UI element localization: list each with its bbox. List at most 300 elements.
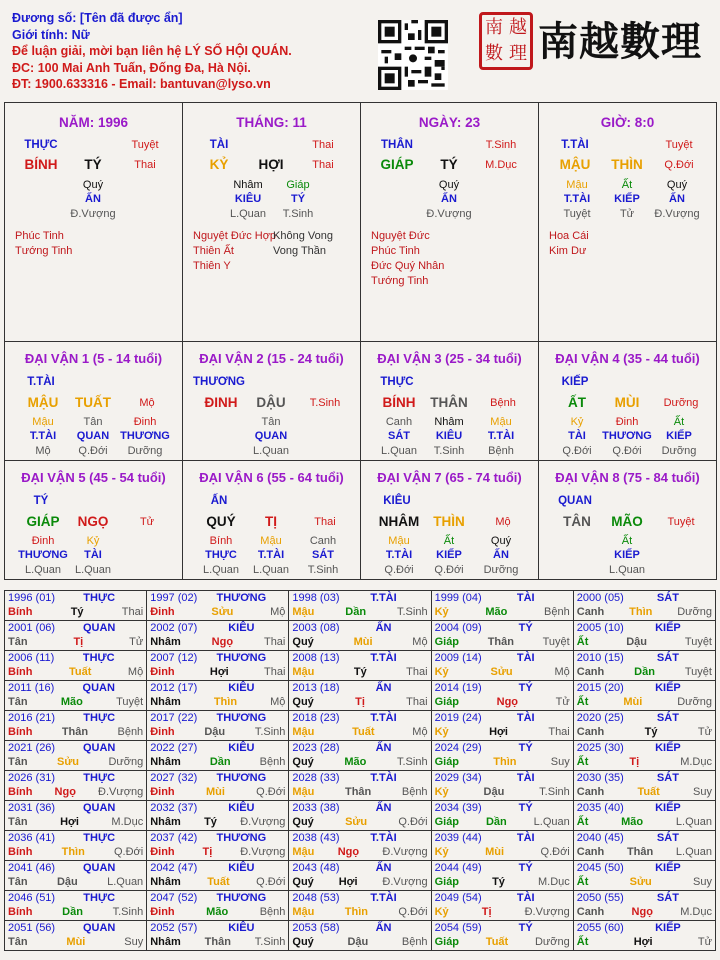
year-row [5, 621, 716, 651]
hidden-god: ẤN [85, 193, 101, 205]
year-label: 2030 (35) [576, 772, 624, 784]
year-rel: Mộ [270, 696, 286, 708]
year-branch: Tý [70, 606, 84, 618]
year-line2 [577, 815, 712, 829]
dv-hidden-god: ẤN [493, 549, 509, 561]
year-cell [431, 651, 573, 681]
year-god: KIẾP [655, 622, 681, 634]
hidden-stem: Quý [438, 179, 460, 191]
year-cell [289, 681, 431, 711]
contact-line: Để luận giải, mời bạn liên hệ LÝ SỐ HỘI QUÁN. [12, 44, 292, 58]
year-branch: Mùi [66, 936, 86, 948]
year-label: 2009 (14) [434, 652, 482, 664]
year-rel: Đ.Vượng [524, 906, 570, 918]
year-branch: Thân [61, 726, 89, 738]
year-branch: Ngọ [631, 906, 653, 918]
dv-branch: THÌN [433, 514, 465, 529]
dv-hidden-stem: Bính [209, 535, 233, 547]
year-rel: M.Dục [680, 756, 712, 768]
year-god: T.TÀI [370, 892, 397, 904]
year-cell [147, 711, 289, 741]
year-branch: Tị [73, 636, 84, 648]
star-item: Hoa Cái [549, 230, 589, 242]
year-rel: Mộ [412, 636, 428, 648]
pillar-rel-top: Tuyệt [665, 139, 693, 151]
year-cell [431, 681, 573, 711]
year-branch: Mão [206, 906, 229, 918]
dv-rel: Bệnh [490, 397, 516, 409]
year-stem: Mậu [292, 786, 315, 798]
year-cell [289, 711, 431, 741]
year-stem: Mậu [292, 726, 315, 738]
pillar-branch: TÝ [84, 157, 102, 172]
dv-hidden-god: THỰC [205, 549, 237, 561]
year-row [5, 651, 716, 681]
dv-branch: MÙI [614, 395, 640, 410]
phone-line: ĐT: 1900.633316 - Email: bantuvan@lyso.vn [12, 77, 271, 91]
year-label: 2019 (24) [434, 712, 482, 724]
pillar-3 [360, 102, 539, 342]
year-rel: Q.Đới [256, 876, 286, 888]
dv-branch: MÃO [611, 514, 643, 529]
dai-van-2 [182, 341, 361, 461]
year-line1 [292, 861, 427, 875]
year-branch: Mùi [353, 636, 373, 648]
year-branch: Thìn [629, 606, 653, 618]
year-line2 [8, 725, 143, 739]
year-stem: Mậu [292, 606, 315, 618]
year-stem: Tân [8, 936, 28, 948]
year-label: 2017 (22) [150, 712, 198, 724]
year-god: THỰC [83, 592, 116, 604]
dv-hidden-stem: Đinh [133, 416, 157, 428]
dv-hidden-rel: L.Quan [608, 564, 646, 576]
year-line1 [150, 801, 285, 815]
year-label: 2034 (39) [434, 802, 482, 814]
year-god: QUAN [82, 622, 116, 634]
year-label: 2036 (41) [8, 832, 56, 844]
year-line2 [292, 815, 427, 829]
dv-hidden-stem: Canh [385, 416, 413, 428]
year-god: TÀI [516, 592, 535, 604]
hidden-rel: Đ.Vượng [426, 208, 472, 220]
year-god: ẤN [375, 622, 392, 634]
year-branch: Mão [621, 816, 644, 828]
hidden-stem: Nhâm [233, 179, 263, 191]
year-branch: Sửu [490, 666, 513, 678]
hidden-god: T.TÀI [563, 193, 591, 205]
year-god: THỰC [83, 832, 116, 844]
year-cell [289, 771, 431, 801]
stars-right [273, 229, 333, 259]
year-label: 2021 (26) [8, 742, 56, 754]
year-rel: Tử [129, 636, 144, 648]
pillar-god: THÂN [381, 139, 413, 151]
year-branch: Dậu [204, 726, 226, 738]
year-line1 [577, 771, 712, 785]
dv-god: ẤN [210, 495, 228, 507]
year-stem: Kỷ [434, 666, 449, 678]
stars-left [371, 229, 444, 289]
year-branch: Ngọ [211, 636, 234, 648]
dv-hidden-rel: Dưỡng [661, 445, 697, 457]
year-label: 2046 (51) [8, 892, 56, 904]
year-branch: Dần [634, 666, 655, 678]
year-stem: Giáp [434, 756, 460, 768]
year-line1 [8, 801, 143, 815]
dv-hidden-god: QUAN [254, 430, 288, 442]
year-rel: Mộ [127, 666, 144, 678]
dv-hidden-stem: Ất [621, 535, 633, 547]
stars-left [549, 229, 589, 259]
year-rel: Dưỡng [677, 696, 712, 708]
year-line2 [577, 695, 712, 709]
year-line1 [8, 861, 143, 875]
pillar-branch: TÝ [440, 157, 458, 172]
year-row [5, 681, 716, 711]
year-row [5, 771, 716, 801]
year-line1 [8, 681, 143, 695]
year-rel: L.Quan [533, 816, 570, 828]
year-line2 [8, 845, 143, 859]
year-line2 [150, 845, 285, 859]
year-branch: Tuất [485, 936, 509, 948]
year-branch: Mùi [485, 846, 505, 858]
year-line1 [292, 741, 427, 755]
year-god: KIÊU [228, 922, 255, 934]
year-rel: Thai [121, 606, 144, 618]
year-cell [431, 771, 573, 801]
year-cell [431, 861, 573, 891]
year-stem: Ất [576, 636, 589, 648]
year-stem: Kỷ [434, 726, 449, 738]
year-cell [289, 891, 431, 921]
year-line2 [150, 635, 285, 649]
year-line1 [577, 651, 712, 665]
year-god: ẤN [375, 802, 392, 814]
year-rel: Tuyệt [542, 636, 570, 648]
star-item: Phúc Tinh [371, 245, 420, 257]
year-stem: Nhâm [150, 816, 181, 828]
year-rel: Mộ [270, 606, 286, 618]
year-branch: Sửu [629, 876, 652, 888]
year-line2 [435, 875, 570, 889]
year-line2 [292, 845, 427, 859]
year-label: 2054 (59) [434, 922, 482, 934]
year-label: 2039 (44) [434, 832, 482, 844]
year-rel: Đ.Vượng [240, 846, 286, 858]
year-stem: Tân [8, 756, 28, 768]
year-label: 1996 (01) [8, 592, 56, 604]
year-cell [5, 651, 147, 681]
dv-god: THƯƠNG [193, 376, 245, 388]
year-stem: Mậu [292, 906, 315, 918]
year-line1 [292, 831, 427, 845]
dv-hidden-rel: Bệnh [488, 445, 514, 457]
dv-hidden-rel: L.Quan [24, 564, 62, 576]
year-cell [5, 861, 147, 891]
dai-van-3 [360, 341, 539, 461]
year-branch: Tị [355, 696, 365, 708]
year-stem: Ất [576, 696, 589, 708]
year-branch: Mão [344, 756, 367, 768]
year-rel: Q.Đới [113, 846, 144, 858]
year-line1 [292, 681, 427, 695]
year-line2 [435, 905, 570, 919]
year-line1 [577, 741, 712, 755]
year-cell [573, 591, 715, 621]
year-cell [147, 921, 289, 951]
dv-stem: TÂN [563, 514, 591, 529]
year-stem: Quý [292, 876, 314, 888]
year-god: TÝ [518, 922, 533, 934]
year-branch: Tuất [637, 786, 660, 798]
year-label: 2012 (17) [150, 682, 198, 694]
year-rel: Đ.Vượng [382, 846, 428, 858]
year-label: 2014 (19) [434, 682, 482, 694]
year-cell [431, 711, 573, 741]
dv-god: KIÊU [383, 495, 411, 507]
year-stem: Nhâm [150, 936, 181, 948]
pillar-rel: Thai [312, 159, 334, 171]
dai-van-title: ĐẠI VẬN 7 (65 - 74 tuổi) [377, 470, 522, 485]
dv-hidden-stem: Kỷ [86, 535, 100, 547]
year-rel: T.Sinh [396, 606, 428, 618]
year-rel: Tuyệt [116, 696, 144, 708]
year-branch: Tị [202, 846, 213, 858]
dai-van-1 [4, 341, 183, 461]
year-rel: Suy [550, 756, 570, 768]
year-stem: Ất [576, 876, 589, 888]
year-god: THƯƠNG [216, 592, 267, 604]
year-god: KIÊU [228, 682, 255, 694]
year-cell [289, 831, 431, 861]
year-stem: Đinh [150, 786, 175, 798]
year-cell [5, 681, 147, 711]
dv-god: QUAN [558, 495, 592, 507]
year-rel: Thai [406, 696, 428, 708]
year-rel: Suy [693, 876, 712, 888]
year-label: 1997 (02) [150, 592, 198, 604]
year-label: 1999 (04) [434, 592, 482, 604]
year-cell [5, 891, 147, 921]
year-line1 [577, 801, 712, 815]
year-rel: L.Quan [675, 846, 712, 858]
star-item: Đức Quý Nhân [371, 260, 445, 272]
hidden-god: ẤN [669, 193, 685, 205]
year-god: TÝ [518, 742, 533, 754]
star-item: Nguyệt Đức [371, 230, 430, 242]
dv-hidden-god: KIẾP [436, 549, 462, 561]
year-line2 [150, 695, 285, 709]
year-line1 [8, 921, 143, 935]
year-stem: Bính [8, 846, 33, 858]
star-item: Thiên Y [193, 260, 231, 272]
dv-hidden-rel: L.Quan [252, 445, 290, 457]
year-stem: Bính [8, 906, 33, 918]
year-line2 [292, 935, 427, 949]
year-god: QUAN [82, 922, 116, 934]
year-table [4, 590, 716, 951]
dv-rel: Thai [314, 516, 336, 528]
year-label: 2038 (43) [292, 832, 340, 844]
year-label: 2018 (23) [292, 712, 340, 724]
pillar-rel: Thai [134, 159, 156, 171]
year-label: 2050 (55) [576, 892, 624, 904]
year-god: THỰC [83, 712, 116, 724]
year-rel: Thai [263, 636, 286, 648]
year-god: SÁT [656, 892, 679, 904]
year-label: 2001 (06) [8, 622, 56, 634]
year-label: 2015 (20) [576, 682, 624, 694]
year-label: 2008 (13) [292, 652, 340, 664]
pillar-title: NĂM: 1996 [58, 115, 129, 130]
year-line1 [435, 711, 570, 725]
dv-hidden-stem: Canh [309, 535, 337, 547]
hidden-rel: Tuyệt [563, 208, 591, 220]
year-label: 2016 (21) [8, 712, 56, 724]
year-branch: Tý [492, 876, 505, 888]
pillar-rel-top: Tuyệt [131, 139, 159, 151]
year-branch: Thìn [213, 696, 238, 708]
dv-hidden-stem: Mậu [260, 535, 282, 547]
year-cell [573, 621, 715, 651]
dv-hidden-rel: T.Sinh [307, 564, 339, 576]
year-line2 [150, 665, 285, 679]
dv-hidden-stem: Mậu [32, 416, 54, 428]
dv-stem: MẬU [27, 395, 59, 410]
year-branch: Tuất [352, 726, 375, 738]
year-label: 2007 (12) [150, 652, 198, 664]
year-line1 [292, 711, 427, 725]
dv-rel: Tử [139, 516, 155, 528]
dv-hidden-rel: Q.Đới [612, 445, 642, 457]
dv-hidden-god: KIẾP [666, 430, 692, 442]
dv-stem: BÍNH [382, 395, 416, 410]
dv-branch: TUẤT [75, 395, 111, 410]
year-stem: Tân [8, 696, 28, 708]
year-line1 [435, 861, 570, 875]
year-branch: Dậu [56, 876, 78, 888]
year-line1 [150, 771, 285, 785]
year-label: 2010 (15) [576, 652, 624, 664]
year-cell [573, 921, 715, 951]
pillar-branch: HỢI [258, 157, 284, 172]
hidden-rel: Tử [619, 208, 635, 220]
year-stem: Bính [8, 786, 33, 798]
year-cell [573, 651, 715, 681]
year-label: 2037 (42) [150, 832, 198, 844]
year-rel: T.Sinh [254, 936, 286, 948]
year-stem: Giáp [434, 876, 460, 888]
pillar-god: THỰC [24, 139, 58, 151]
year-row [5, 591, 716, 621]
year-branch: Thìn [344, 906, 368, 918]
dai-van-title: ĐẠI VẬN 1 (5 - 14 tuổi) [24, 351, 163, 366]
year-cell [573, 891, 715, 921]
dv-hidden-stem: Kỷ [570, 416, 584, 428]
year-god: KIÊU [228, 622, 255, 634]
year-label: 2024 (29) [434, 742, 482, 754]
year-line1 [577, 621, 712, 635]
year-stem: Giáp [434, 696, 460, 708]
year-line1 [150, 741, 285, 755]
year-cell [147, 831, 289, 861]
dv-hidden-stem: Quý [490, 535, 512, 547]
year-branch: Dần [62, 906, 83, 918]
year-line1 [150, 921, 285, 935]
year-stem: Quý [292, 936, 314, 948]
year-label: 2049 (54) [434, 892, 482, 904]
hidden-rel: T.Sinh [282, 208, 314, 220]
year-stem: Đinh [150, 666, 175, 678]
year-cell [147, 651, 289, 681]
year-rel: Bệnh [259, 906, 286, 918]
year-rel: L.Quan [675, 816, 712, 828]
year-line1 [577, 831, 712, 845]
dv-hidden-rel: L.Quan [74, 564, 112, 576]
dai-van-7 [360, 460, 539, 580]
year-rel: Đ.Vượng [98, 786, 144, 798]
year-rel: Q.Đới [540, 846, 570, 858]
year-god: TÀI [516, 772, 535, 784]
year-label: 2003 (08) [292, 622, 340, 634]
year-god: QUAN [82, 682, 115, 694]
year-line2 [150, 605, 285, 619]
dv-hidden-rel: Dưỡng [127, 445, 163, 457]
year-cell [573, 741, 715, 771]
year-god: T.TÀI [370, 712, 397, 724]
seal-logo: 南 越 數 理 [479, 12, 533, 70]
dai-van-title: ĐẠI VẬN 5 (45 - 54 tuổi) [21, 470, 166, 485]
year-rel: Suy [124, 936, 144, 948]
dv-hidden-god: TÀI [568, 430, 586, 442]
year-rel: Q.Đới [398, 906, 428, 918]
year-label: 2020 (25) [576, 712, 624, 724]
year-god: KIẾP [655, 802, 681, 814]
year-line1 [435, 801, 570, 815]
dv-hidden-stem: Đinh [31, 535, 55, 547]
year-line1 [292, 891, 427, 905]
dv-hidden-god: THƯƠNG [18, 549, 68, 561]
year-line2 [435, 635, 570, 649]
year-stem: Tân [8, 636, 28, 648]
year-line2 [292, 905, 427, 919]
hidden-rel: Đ.Vượng [654, 208, 700, 220]
year-row [5, 831, 716, 861]
year-god: TÝ [518, 802, 533, 814]
pillar-rel: Q.Đới [664, 159, 694, 171]
year-rel: Tử [697, 936, 712, 948]
year-label: 2053 (58) [292, 922, 340, 934]
year-branch: Hợi [60, 816, 79, 828]
year-label: 2042 (47) [150, 862, 198, 874]
dv-hidden-stem: Mậu [490, 416, 512, 428]
dv-branch: NGỌ [77, 514, 109, 529]
year-line1 [150, 831, 285, 845]
pillar-1 [4, 102, 183, 342]
year-row [5, 711, 716, 741]
year-line1 [150, 621, 285, 635]
year-label: 2000 (05) [576, 592, 624, 604]
hidden-god: KIẾP [614, 193, 640, 205]
year-line2 [577, 725, 712, 739]
year-row [5, 801, 716, 831]
year-rel: Thai [548, 726, 570, 738]
year-label: 2045 (50) [576, 862, 624, 874]
year-line1 [435, 891, 570, 905]
dv-stem: GIÁP [26, 514, 60, 529]
